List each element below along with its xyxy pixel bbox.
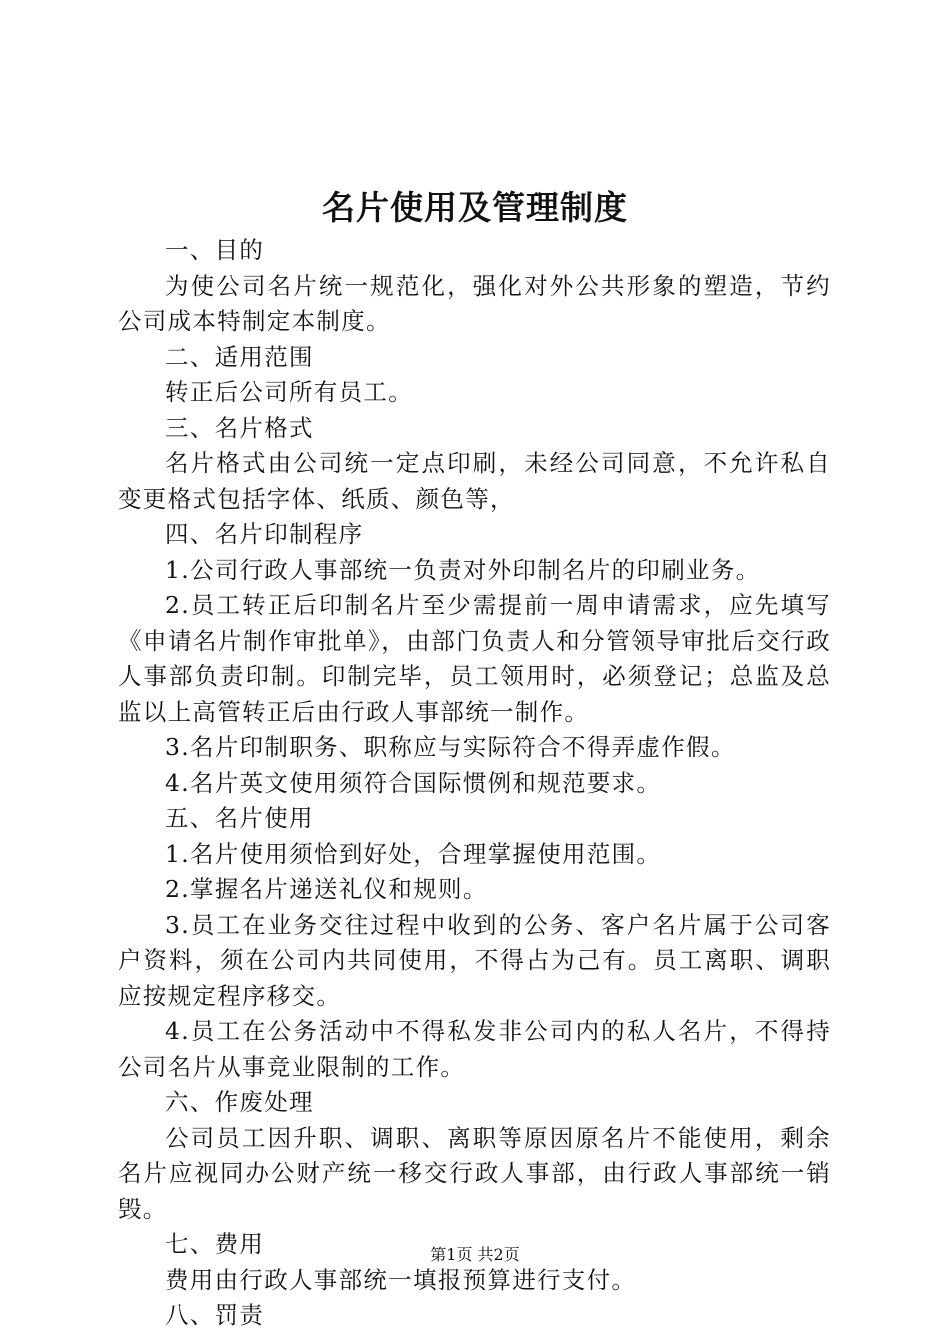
page-footer: 第1页 共2页 [430,1245,520,1264]
list-item-usage-1: 1.名片使用须恰到好处，合理掌握使用范围。 [165,839,662,868]
section-heading-printing: 四、名片印制程序 [165,520,364,548]
list-item-printing-3: 3.名片印制职务、职称应与实际符合不得弄虚作假。 [165,733,736,761]
section-heading-disposal: 六、作废处理 [165,1088,314,1116]
section-heading-purpose: 一、目的 [165,236,265,264]
list-item-usage-4: 4.员工在公务活动中不得私发非公司内的私人名片，不得持公司名片从事竞业限制的工作。 [118,1017,831,1081]
section-heading-penalty: 八、罚责 [165,1301,265,1329]
paragraph-cost: 费用由行政人事部统一填报预算进行支付。 [165,1265,637,1294]
document-body [118,233,831,1334]
section-heading-format: 三、名片格式 [165,413,314,442]
document-title: 名片使用及管理制度 [322,188,628,227]
paragraph-format: 名片格式由公司统一定点印刷，未经公司同意，不允许私自变更格式包括字体、纸质、颜色等， [118,449,831,513]
paragraph-disposal: 公司员工因升职、调职、离职等原因原名片不能使用，剩余名片应视同办公财产统一移交行政人事部，由行政人事部统一销毁。 [118,1123,831,1223]
list-item-printing-4: 4.名片英文使用须符合国际惯例和规范要求。 [165,768,662,797]
paragraph-scope: 转正后公司所有员工。 [165,378,413,406]
list-item-printing-1: 1.公司行政人事部统一负责对外印制名片的印刷业务。 [165,555,761,584]
section-heading-scope: 二、适用范围 [165,342,314,371]
section-heading-cost: 七、费用 [165,1230,265,1258]
section-heading-usage: 五、名片使用 [165,804,314,832]
list-item-printing-2: 2.员工转正后印制名片至少需提前一周申请需求，应先填写《申请名片制作审批单》，由部门负责人和分管领导审批后交行政人事部负责印制。印制完毕，员工领用时，必须登记；总监及总监以上高管转正后由行政人事部统一制作。 [118,591,831,726]
paragraph-purpose: 为使公司名片统一规范化，强化对外公共形象的塑造，节约公司成本特制定本制度。 [118,271,831,335]
list-item-usage-2: 2.掌握名片递送礼仪和规则。 [165,875,488,903]
list-item-usage-3: 3.员工在业务交往过程中收到的公务、客户名片属于公司客户资料，须在公司内共同使用，不得占为己有。员工离职、调职应按规定程序移交。 [118,910,831,1010]
